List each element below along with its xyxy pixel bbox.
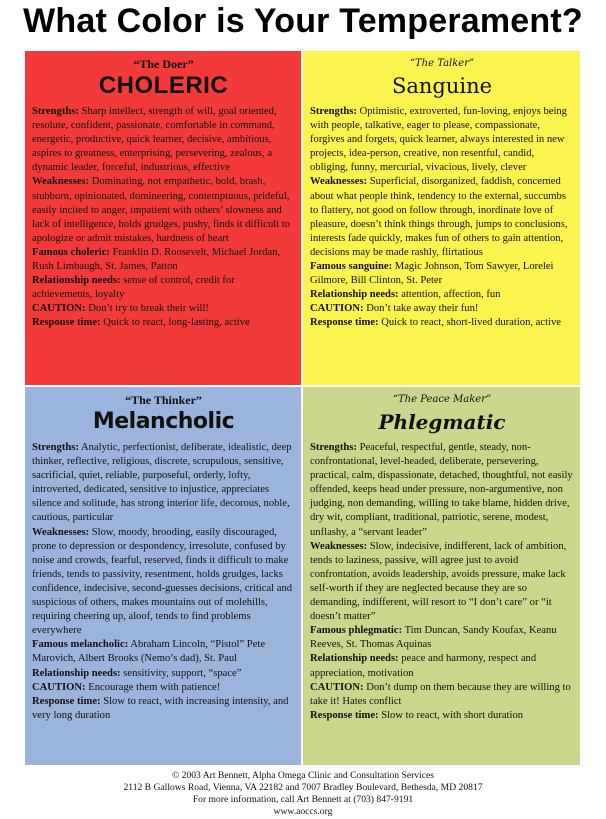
caution-label: CAUTION: <box>32 681 86 693</box>
strengths-text: Sharp intellect, strength of will, goal oriented, resolute, confident, passionate, comfortable in command, energetic, productive, quick learner, decisive, ambitious, aspires to greatness, enterprising, persevering, zealous, a dynamic leader, forceful, industrious, effective <box>32 106 277 174</box>
needs-label: Relationship needs: <box>32 667 121 679</box>
famous-text: Franklin D. Roosevelt, Michael Jordan, Rush Limbaugh, St. James, Patton <box>32 246 281 273</box>
strengths-label: Strengths: <box>32 442 79 453</box>
choleric-caution <box>32 302 295 316</box>
needs-text: attention, affection, fun <box>401 289 501 301</box>
sanguine-heading: Sanguine <box>391 74 493 98</box>
weaknesses-label: Weaknesses: <box>310 540 368 552</box>
footer-contact: For more information, call Art Bennett at (703) 847-9191 <box>192 794 414 805</box>
melancholic-panel <box>25 387 301 765</box>
phlegmatic-caution <box>310 681 574 709</box>
famous-label: Famous sanguine: <box>310 261 393 273</box>
sanguine-weaknesses <box>310 175 574 260</box>
weaknesses-text: Dominating, not empathetic, bold, brash, stubborn, opinionated, domineering, contemptuous, prideful, easily incited to anger, impatient with others’ slowness and lack of intelligence, holds grudges, pushy, finds it difficult to apologize or admit mistakes, hardness of heart <box>32 176 291 244</box>
needs-label: Relationship needs: <box>310 289 399 301</box>
sanguine-famous <box>310 260 574 288</box>
phlegmatic-famous <box>310 624 574 652</box>
weaknesses-text: Slow, indecisive, indifferent, lack of ambition, tends to laziness, passive, will agree just to avoid confrontation, avoids leadership, avoids pressure, make lack self-worth if they are neglected because they are so demanding, indifferent, will resort to “I don’t care” or “it doesn’t matter” <box>310 540 567 623</box>
sanguine-strengths <box>310 105 574 175</box>
caution-label: CAUTION: <box>310 681 364 693</box>
footer-website[interactable]: www.aoccs.org <box>273 806 333 817</box>
choleric-strengths <box>32 105 295 175</box>
sanguine-needs <box>310 288 574 302</box>
phlegmatic-weaknesses <box>310 540 574 625</box>
famous-text: Magic Johnson, Tom Sawyer, Lorelei Gilmore, Bill Clinton, St. Peter <box>310 261 554 287</box>
melancholic-weaknesses <box>32 526 295 639</box>
melancholic-famous <box>32 638 295 666</box>
famous-label: Famous phlegmatic: <box>310 625 403 637</box>
needs-label: Relationship needs: <box>32 275 121 287</box>
response-text: Slow to react, with increasing intensity, and very long duration <box>32 695 289 721</box>
sanguine-caution <box>310 302 574 316</box>
response-label: Response time: <box>310 709 379 721</box>
melancholic-caution <box>32 681 295 695</box>
weaknesses-label: Weaknesses: <box>310 176 368 188</box>
melancholic-heading: Melancholic <box>92 409 235 434</box>
strengths-label: Strengths: <box>310 442 357 453</box>
strengths-text: Analytic, perfectionist, deliberate, idealistic, deep thinker, reflective, religious, discrete, scrupulous, sensitive, sacrificial, quiet, reliable, purposeful, orderly, lofty, introverted, dedicated, sensitive to injustice, appreciates silence and solitude, has strong interior life, decorous, noble, cautious, particular <box>32 442 292 524</box>
sanguine-panel <box>303 51 580 385</box>
response-label: Response time: <box>310 317 379 329</box>
melancholic-nickname: “The Thinker” <box>125 393 202 407</box>
caution-label: CAUTION: <box>32 303 86 315</box>
weaknesses-text: Superficial, disorganized, faddish, concerned about what people think, tendency to the external, succumbs to flattery, not good on follow through, inordinate love of pleasure, doesn’t think things through, jumps to conclusions, interests fade quickly, makes fun of others to gain attention, decisions may be made rashly, flirtatious <box>310 176 568 258</box>
needs-text: sense of control, credit for achievements, loyalty <box>32 275 235 301</box>
response-text: Quick to react, short-lived duration, active <box>381 317 561 329</box>
strengths-label: Strengths: <box>32 106 79 117</box>
needs-label: Relationship needs: <box>310 653 399 665</box>
melancholic-strengths <box>32 441 295 526</box>
caution-text: Don’t take away their fun! <box>366 303 479 315</box>
caution-text: Encourage them with patience! <box>88 681 221 693</box>
sanguine-response <box>310 316 574 330</box>
page-title: What Color is Your Temperament? <box>23 2 583 40</box>
choleric-famous <box>32 246 295 274</box>
strengths-label: Strengths: <box>310 106 357 117</box>
choleric-panel <box>25 51 301 385</box>
response-text: Slow to react, with short duration <box>381 709 524 721</box>
choleric-nickname: “The Doer” <box>133 57 194 71</box>
needs-text: peace and harmony, respect and appreciation, motivation <box>310 653 537 679</box>
famous-label: Famous melancholic: <box>32 639 129 651</box>
weaknesses-label: Weaknesses: <box>32 526 90 538</box>
phlegmatic-strengths <box>310 441 574 540</box>
phlegmatic-response <box>310 709 574 723</box>
footer-copyright: © 2003 Art Bennett, Alpha Omega Clinic and Consultation Services <box>171 770 435 781</box>
choleric-heading: CHOLERIC <box>98 72 229 99</box>
sanguine-nickname: “The Talker” <box>409 58 475 69</box>
choleric-response <box>32 316 295 330</box>
caution-label: CAUTION: <box>310 303 364 315</box>
choleric-needs <box>32 274 295 302</box>
famous-label: Famous choleric: <box>32 246 110 258</box>
phlegmatic-panel <box>303 387 580 765</box>
famous-text: Tim Duncan, Sandy Koufax, Keanu Reeves, St. Thomas Aquinas <box>310 625 557 651</box>
weaknesses-label: Weaknesses: <box>32 176 90 188</box>
caution-text: Don’t try to break their will! <box>88 303 209 315</box>
footer-address: 2112 B Gallows Road, Vienna, VA 22182 and 7007 Bradley Boulevard, Bethesda, MD 20817 <box>123 782 483 793</box>
caution-text: Don’t dump on them because they are willing to take it! Hates conflict <box>310 681 571 707</box>
response-label: Response time: <box>32 695 101 707</box>
choleric-weaknesses <box>32 175 295 245</box>
needs-text: sensitivity, support, “space” <box>123 667 242 679</box>
response-label: Response time: <box>32 317 101 329</box>
phlegmatic-nickname: “The Peace Maker” <box>392 394 492 405</box>
strengths-text: Optimistic, extroverted, fun-loving, enjoys being with people, talkative, eager to please, compassionate, forgives and forgets, quick learner, always interested in new projects, idea-person, creative, non resentful, candid, obliging, funny, mercurial, vivacious, lively, clever <box>310 106 567 174</box>
strengths-text: Peaceful, respectful, gentle, steady, non-confrontational, level-headed, deliberate, persevering, practical, calm, dispassionate, detached, thoughtful, not easily offended, keeps head under pressure, non-argumentive, non judging, non demanding, willing to take blame, hidden drive, dry wit, compliant, traditional, patriotic, serene, modest, unflashy, a “servant leader” <box>310 442 573 538</box>
melancholic-needs <box>32 667 295 681</box>
weaknesses-text: Slow, moody, brooding, easily discouraged, prone to depression or despondency, irresolute, confused by noise and crowds, fearful, reserved, finds it difficult to make friends, tends to passivity, resentment, holds grudges, lacks confidence, indecisive, second-guesses decisions, critical and suspicious of others, makes mountains out of molehills, requiring cheering up, aloof, tends to find problems everywhere <box>32 526 293 637</box>
response-text: Quick to react, long-lasting, active <box>103 317 250 329</box>
famous-text: Abraham Lincoln, “Pistol” Pete Marovich, Albert Brooks (Nemo’s dad), St. Paul <box>32 639 266 665</box>
melancholic-response <box>32 695 295 723</box>
phlegmatic-needs <box>310 652 574 680</box>
phlegmatic-heading: Phlegmatic <box>378 410 506 434</box>
